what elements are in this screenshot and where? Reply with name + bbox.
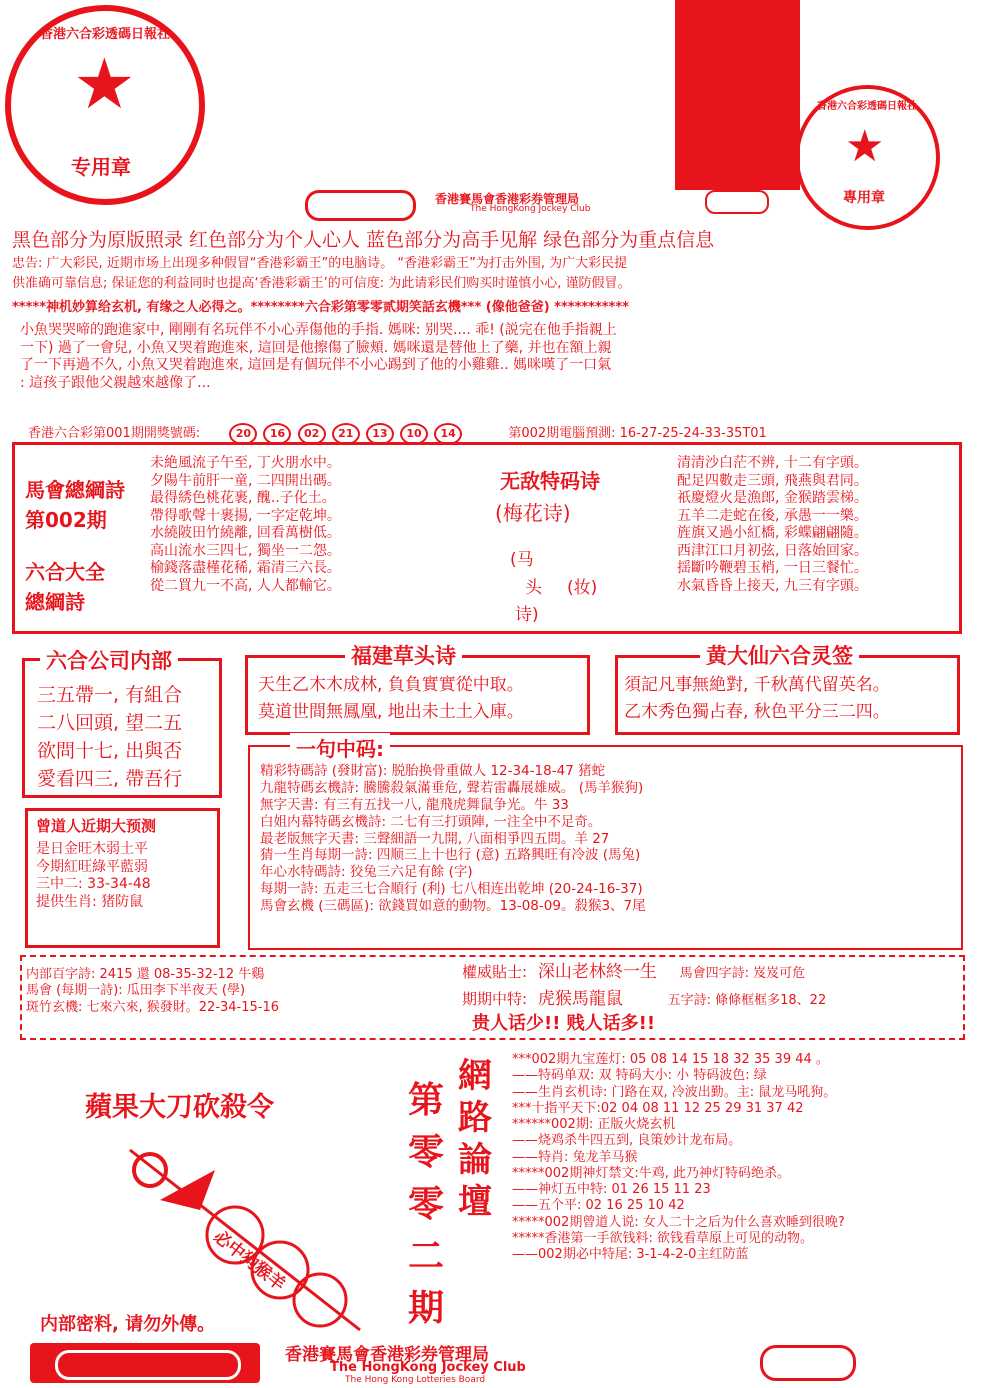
poem-line: 清清沙白茫不辨, 十二有字頭。 — [677, 455, 868, 471]
poem-line: 最得綉色桃花裹, 醜..子化土。 — [150, 490, 336, 506]
company-line: 欲問十七, 出與否 — [37, 740, 183, 762]
draw-label: 香港六合彩第001期開獎號碼: — [28, 426, 201, 441]
inner-line: 内部百字詩: 2415 還 08-35-32-12 牛鷄 — [26, 967, 265, 982]
wong-title: 黄大仙六合灵签 — [700, 640, 859, 670]
sentence-title: 一句中码: — [290, 733, 390, 762]
header-club-small: 香港賽馬會香港彩券管理局 — [435, 192, 580, 206]
company-title: 六合公司内部 — [40, 645, 178, 675]
stamp-left-star-icon: ★ — [73, 43, 136, 125]
wong-line: 乙木秀色獨占春, 秋色平分三二四。 — [624, 702, 890, 722]
poem-left-title: 六合大全 — [25, 560, 105, 584]
forum-line: ——特码单双: 双 特码大小: 小 特码波色: 绿 — [512, 1068, 767, 1084]
draw-ball: 21 — [332, 423, 360, 445]
wong-lines — [624, 672, 890, 726]
sentence-line: 最老版無字天書: 三聲細語一九開, 八面相爭四五問。羊 27 — [260, 830, 610, 847]
forum-line: ******002期: 正版火烧玄机 — [512, 1117, 676, 1132]
forum-line: ——五个平: 02 16 25 10 42 — [512, 1198, 685, 1214]
authority-right: 五字詩: 條條框框多18、22 — [667, 993, 827, 1008]
sentence-box — [248, 745, 963, 950]
poem-line: 西津江口月初弦, 日落始回家。 — [677, 542, 868, 559]
forum-line: ——特肖: 兔龙羊马猴 — [512, 1149, 638, 1165]
sentence-line: 年心水特碼詩: 狡兔三六足有餘 (字) — [260, 864, 473, 881]
poem-line: 未絶風流子午至, 丁火朋水中。 — [150, 455, 341, 471]
sentence-line: 白姐内幕特碼玄機詩: 二七有三打頭陣, 一注全中不足奇。 — [260, 813, 602, 830]
forum-line: *****香港第一手欲钱料: 欲钱看草原上可见的动物。 — [512, 1230, 814, 1246]
joke-line: : 這孩子跟他父親越來越像了... — [20, 374, 211, 391]
header-club-logo — [305, 190, 416, 221]
daoren-line: 今期紅旺綠平藍弱 — [36, 858, 148, 875]
poem-left-titles — [25, 475, 125, 617]
sentence-line: 無字天書: 有三有五找一八, 龍飛虎舞鼠争光。牛 33 — [260, 796, 569, 813]
fujian-title: 福建草头诗 — [345, 640, 462, 670]
poem-line: 榆錢落盡槿花稀, 霜清三六長。 — [150, 560, 341, 576]
poem-line: 旌旗又過小紅橋, 彩蝶翩翩隨。 — [677, 525, 868, 541]
daoren-title: 曾道人近期大预测 — [36, 817, 157, 835]
stamp-left — [5, 5, 205, 205]
forum-vertical-b: 第零零二期 — [408, 1080, 445, 1329]
poem-line: 五羊二走蛇在後, 承愚一一樂。 — [677, 507, 868, 524]
footer-club-cn: 香港賽馬會香港彩券管理局 — [285, 1345, 489, 1365]
poem-left-title: 第002期 — [25, 508, 107, 532]
poem-center-answer-c: 诗) — [515, 605, 539, 625]
draw-ball: 02 — [298, 423, 326, 445]
forum-line: *****002期神灯禁文:牛鸡, 此乃神灯特码绝杀。 — [512, 1165, 790, 1181]
poem-center-title: 无敌特码诗 — [500, 469, 600, 493]
draw-ball: 14 — [434, 423, 462, 445]
joke-body — [20, 322, 617, 392]
joke-line: 小魚哭哭啼的跑進家中, 剛剛有名玩伴不小心弄傷他的手指. 媽咪: 别哭.... 乖! (説完在他手指親上 — [20, 322, 617, 338]
sentence-line: 猜一生肖每期一詩: 四顺三上十也行 (意) 五路興旺有冷波 (馬兔) — [260, 847, 641, 864]
stamp-right — [795, 85, 940, 230]
authority-row-1 — [462, 962, 805, 983]
stamp-right-star-icon: ★ — [845, 121, 885, 172]
poem-line: 帶得歌聲十裹揚, 一字定乾坤。 — [150, 507, 341, 524]
stamp-right-sub: 專用章 — [843, 190, 885, 206]
daoren-box — [25, 808, 220, 948]
draw-ball: 10 — [400, 423, 428, 445]
joke-line: 了一下再過不久, 小魚又哭着跑進來, 這回是有個玩伴不小心踢到了他的小雞雞.. 媽咪嘆了一口氣 — [20, 357, 612, 373]
notice-line-1: 忠告: 广大彩民, 近期市场上出现多种假冒“香港彩霸王”的电脑诗。 “香港彩霸王”为打击外围, 为广大彩民提 — [12, 256, 628, 271]
daoren-line: 是日金旺木弱土平 — [36, 841, 148, 857]
forum-line: ——烧鸡杀牛四五到, 良策妙计龙布局。 — [512, 1133, 742, 1149]
sentence-lines — [260, 763, 646, 915]
forum-line: *****002期曾道人说: 女人二十之后为什么喜欢睡到很晚? — [512, 1214, 845, 1230]
fujian-line: 天生乙木木成林, 負負實實從中取。 — [258, 675, 524, 695]
daoren-line: 提供生肖: 猪防鼠 — [36, 893, 144, 910]
poem-line: 揺斷吟鞭碧玉梢, 一日三餐忙。 — [677, 560, 868, 576]
sword-text: 必中狗猴羊 — [209, 1226, 289, 1296]
footer-club-en: The HongKong Jockey Club — [330, 1360, 526, 1375]
poem-left-title: 總綱詩 — [25, 590, 85, 614]
company-line: 二八回頭, 望二五 — [37, 712, 183, 734]
forum-line: ——神灯五中特: 01 26 15 11 23 — [512, 1182, 711, 1197]
company-line: 三五帶一, 有組合 — [37, 684, 183, 706]
forum-lines — [512, 1052, 845, 1263]
draw-prediction: 第002期電腦預測: 16-27-25-24-33-35T01 — [508, 426, 767, 441]
fujian-lines — [258, 672, 524, 726]
footer-logo-right — [760, 1345, 856, 1381]
sentence-line: 馬會玄機 (三碼區): 欲錢買如意的動物。13-08-09。殺猴3、7尾 — [260, 898, 646, 914]
stamp-left-text: 香港六合彩透碼日報社 — [39, 27, 170, 42]
draw-balls — [229, 426, 468, 441]
stamp-right-text: 香港六合彩透碼日報社 — [817, 101, 917, 112]
poem-right — [677, 455, 868, 595]
forum-line: ***十指平天下:02 04 08 11 12 25 29 31 37 42 — [512, 1100, 804, 1116]
inner-line: 馬會 (每期一詩): 瓜田李下半夜天 (學) — [26, 983, 246, 999]
sentence-line: 精彩特碼詩 (發財富): 脱胎换骨重做人 12-34-18-47 猪蛇 — [260, 763, 606, 779]
header-white-left — [215, 0, 675, 190]
stamp-left-sub: 专用章 — [71, 155, 131, 179]
poem-line: 水繞陂田竹繞離, 回看萬樹低。 — [150, 525, 341, 541]
apple-note: 内部密料, 请勿外傳。 — [40, 1314, 216, 1335]
poem-center-answer-a: (马 — [510, 550, 534, 570]
company-line: 愛看四三, 帶吾行 — [37, 768, 183, 790]
authority-row-2 — [462, 989, 826, 1010]
forum-line: ——002期必中特尾: 3-1-4-2-0主红防蓝 — [512, 1247, 749, 1262]
sentence-line: 九龍特碼玄機詩: 騰騰殺氣滿垂危, 聲若雷轟展雄威。 (馬羊猴狗) — [260, 779, 644, 796]
poem-line: 夕陽牛前肝一童, 二四開出碼。 — [150, 472, 341, 489]
poem-center-sub: (梅花诗) — [495, 501, 571, 525]
inner-lines — [26, 967, 279, 1016]
legend-line: 黑色部分为原版照录 红色部分为个人心人 蓝色部分为高手见解 绿色部分为重点信息 — [12, 229, 715, 251]
apple-title: 蘋果大刀砍殺令 — [85, 1092, 274, 1123]
joke-line: 一下) 過了一會兒, 小魚又哭着跑進來, 這回是他擦傷了臉頰. 媽咪還是替他上了藥, 并也在額上親 — [20, 339, 612, 356]
poem-line: 祇慶燈火是漁郎, 金猴踏雲梯。 — [677, 490, 868, 506]
authority-label: 權威貼士: — [462, 963, 528, 981]
authority-label: 期期中特: — [462, 990, 528, 1008]
footer-logo-left-ring — [55, 1350, 241, 1380]
wong-line: 須記凡事無絶對, 千秋萬代留英名。 — [624, 675, 890, 695]
authority-value: 虎猴馬龍鼠 — [537, 989, 623, 1009]
poem-middle — [150, 455, 341, 595]
poem-line: 水氣昏昏上接天, 九三有字頭。 — [677, 577, 868, 594]
company-box — [22, 658, 222, 798]
header-club-small-en: The HongKong Jockey Club — [470, 204, 591, 214]
notice-line-2: 供准确可靠信息; 保证您的利益同时也提高‘香港彩霸王’的可信度: 为此请彩民们购买时谨慎小心, 谨防假冒。 — [12, 276, 631, 291]
footer-board-en: The Hong Kong Lotteries Board — [345, 1375, 486, 1385]
authority-value: 深山老林終一生 — [537, 962, 657, 982]
header-mini-logo — [705, 190, 769, 214]
sentence-line: 每期一詩: 五走三七合順行 (利) 七八相连出乾坤 (20-24-16-37) — [260, 881, 643, 898]
poem-line: 配足四數走三頭, 飛燕與君同。 — [677, 472, 868, 489]
authority-right: 馬會四字詩: 岌岌可危 — [679, 966, 806, 981]
poem-center-answer-d: (妆) — [567, 578, 598, 598]
draw-ball: 16 — [263, 423, 291, 445]
forum-line: ——生肖玄机诗: 门路在双, 冷波出勤。主: 鼠龙马吼狗。 — [512, 1084, 837, 1100]
poem-line: 從二買九一不高, 人人都輸它。 — [150, 577, 341, 594]
company-lines — [37, 681, 182, 793]
inner-box — [20, 955, 965, 1040]
fujian-line: 莫道世間無鳳凰, 地出未土土入庫。 — [258, 702, 524, 722]
inner-line: 斑竹玄機: 七來六來, 猴發財。22-34-15-16 — [26, 999, 280, 1015]
authority-slogan: 贵人话少!! 贱人话多!! — [472, 1013, 656, 1034]
header-title-char: 王 — [680, 3, 760, 96]
draw-ball: 20 — [229, 423, 257, 445]
poem-center-answer-b: 头 — [525, 578, 542, 598]
draw-ball: 13 — [366, 423, 394, 445]
poem-line: 高山流水三四七, 獨坐一二怨。 — [150, 542, 341, 559]
daoren-lines — [36, 841, 151, 911]
poem-box — [12, 442, 962, 634]
forum-vertical-a: 網路論壇 — [458, 1056, 492, 1222]
forum-line: ***002期九宝莲灯: 05 08 14 15 18 32 35 39 44 。 — [512, 1052, 829, 1067]
daoren-line: 三中二: 33-34-48 — [36, 876, 151, 892]
poem-left-title: 馬會總綱詩 — [25, 478, 125, 502]
joke-header: *****神机妙算给玄机, 有缘之人必得之。********六合彩第零零贰期笑話玄機*** (像他爸爸) *********** — [12, 300, 629, 315]
